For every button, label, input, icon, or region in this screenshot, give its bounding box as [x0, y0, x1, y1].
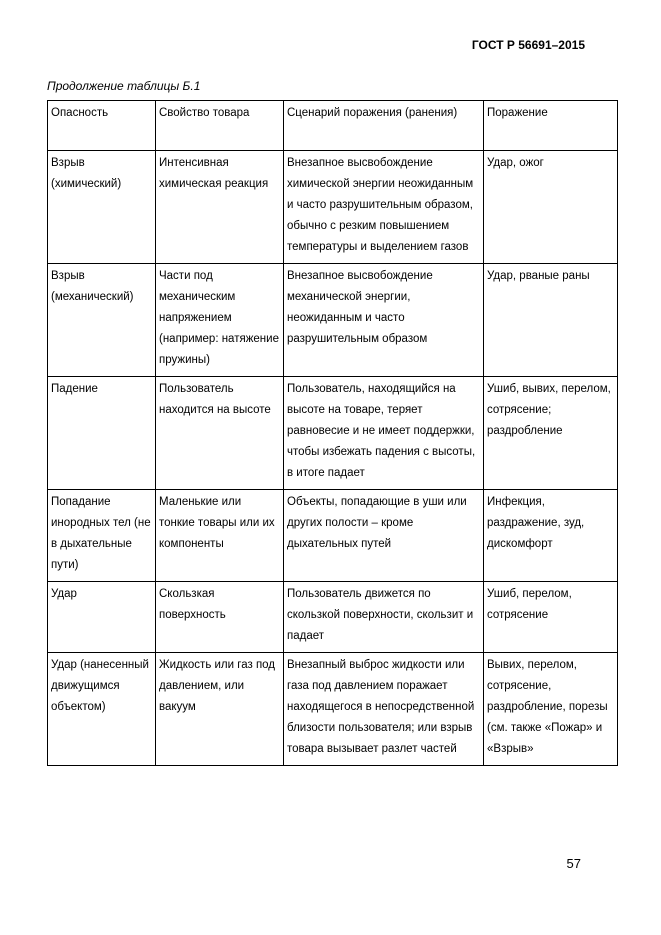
table-row	[48, 377, 618, 490]
column-header-hazard: Опасность	[48, 101, 156, 151]
cell-injury: Удар, рваные раны	[484, 264, 618, 377]
hazard-table	[47, 100, 618, 766]
table-caption: Продолжение таблицы Б.1	[47, 79, 201, 93]
table-header-row	[48, 101, 618, 151]
document-number: ГОСТ Р 56691–2015	[471, 38, 585, 52]
cell-product-property: Жидкость или газ под давлением, или вакуум	[156, 653, 284, 766]
table-row	[48, 151, 618, 264]
cell-injury-scenario: Внезапное высвобождение механической энергии, неожиданным и часто разрушительным образом	[284, 264, 484, 377]
cell-injury-scenario: Внезапный выброс жидкости или газа под давлением поражает находящегося в непосредственной близости пользователя; или взрыв товара вызывает разлет частей	[284, 653, 484, 766]
cell-hazard: Взрыв (механический)	[48, 264, 156, 377]
cell-injury: Инфекция, раздражение, зуд, дискомфорт	[484, 490, 618, 582]
cell-hazard: Удар	[48, 582, 156, 653]
cell-injury-scenario: Пользователь движется по скользкой поверхности, скользит и падает	[284, 582, 484, 653]
table-row	[48, 582, 618, 653]
cell-product-property: Скользкая поверхность	[156, 582, 284, 653]
cell-product-property: Маленькие или тонкие товары или их компоненты	[156, 490, 284, 582]
cell-hazard: Попадание инородных тел (не в дыхательные пути)	[48, 490, 156, 582]
cell-injury: Ушиб, вывих, перелом, сотрясение; раздробление	[484, 377, 618, 490]
cell-injury-scenario: Объекты, попадающие в уши или других полости – кроме дыхательных путей	[284, 490, 484, 582]
cell-hazard: Удар (нанесенный движущимся объектом)	[48, 653, 156, 766]
cell-injury: Удар, ожог	[484, 151, 618, 264]
column-header-product-property: Свойство товара	[156, 101, 284, 151]
cell-product-property: Части под механическим напряжением (например: натяжение пружины)	[156, 264, 284, 377]
cell-hazard: Взрыв (химический)	[48, 151, 156, 264]
hazard-table-container	[47, 100, 617, 766]
column-header-injury: Поражение	[484, 101, 618, 151]
cell-hazard: Падение	[48, 377, 156, 490]
cell-product-property: Пользователь находится на высоте	[156, 377, 284, 490]
cell-injury: Вывих, перелом, сотрясение, раздробление, порезы (см. также «Пожар» и «Взрыв»	[484, 653, 618, 766]
cell-injury-scenario: Пользователь, находящийся на высоте на товаре, теряет равновесие и не имеет поддержки, чтобы избежать падения с высоты, в итоге падает	[284, 377, 484, 490]
cell-injury-scenario: Внезапное высвобождение химической энергии неожиданным и часто разрушительным образом, обычно с резким повышением температуры и выделением газов	[284, 151, 484, 264]
table-row	[48, 490, 618, 582]
table-row	[48, 653, 618, 766]
column-header-injury-scenario: Сценарий поражения (ранения)	[284, 101, 484, 151]
cell-product-property: Интенсивная химическая реакция	[156, 151, 284, 264]
table-row	[48, 264, 618, 377]
page-number: 57	[566, 856, 581, 871]
cell-injury: Ушиб, перелом, сотрясение	[484, 582, 618, 653]
